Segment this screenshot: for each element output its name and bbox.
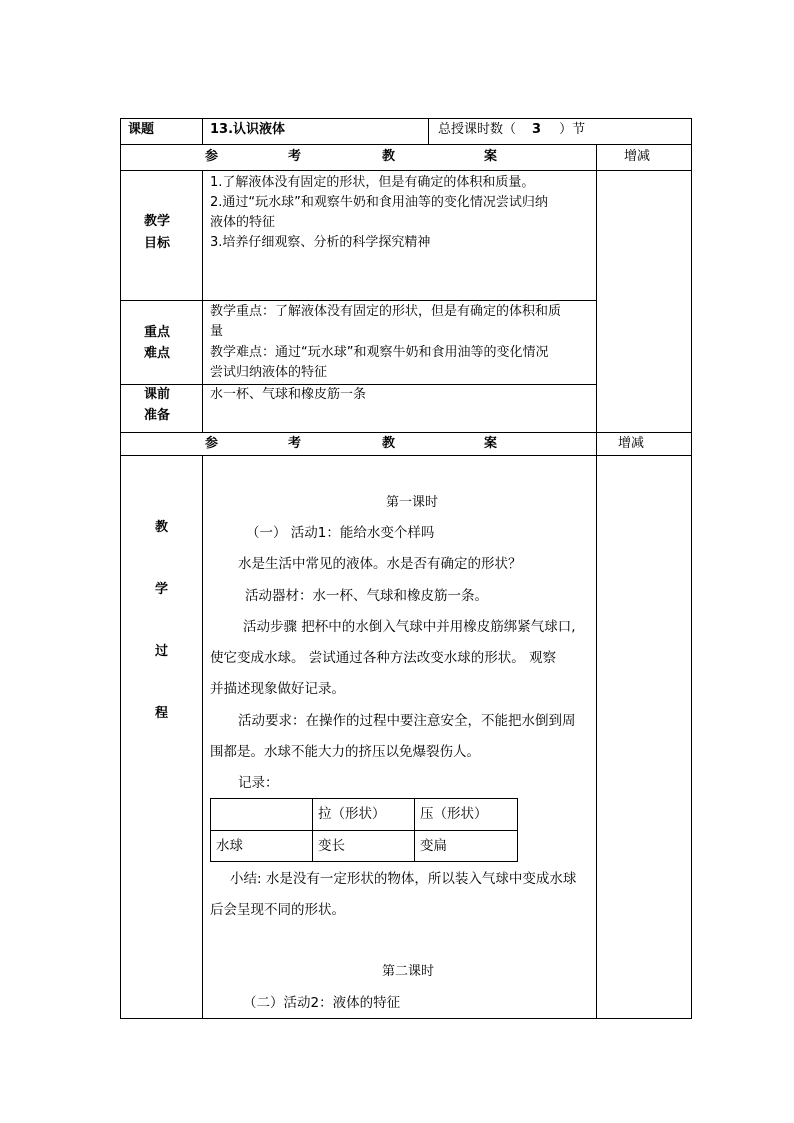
goal-line: 2.通过“玩水球”和观察牛奶和食用油等的变化情况尝试归纳 (210, 195, 548, 210)
record-cell: 变扁 (420, 838, 447, 854)
col-divider (596, 144, 597, 1019)
col-divider (202, 118, 203, 144)
row-divider (120, 432, 692, 433)
ref-header-char: 教 (382, 436, 396, 451)
summary-line: 后会呈现不同的形状。 (210, 902, 345, 918)
steps-line: 使它变成水球。 尝试通过各种方法改变水球的形状。 观察 (210, 650, 557, 666)
process-label-char: 过 (155, 644, 169, 659)
steps-line: 活动步骤 把杯中的水倒入气球中并用橡皮筋绑紧气球口, (243, 619, 576, 635)
record-label: 记录： (238, 775, 279, 791)
period-suffix: ）节 (559, 122, 586, 137)
keypoint-line: 尝试归纳液体的特征 (210, 365, 328, 380)
ref-header-char: 考 (288, 436, 302, 451)
col-divider (202, 455, 203, 1019)
record-table-col-divider (414, 798, 415, 862)
ref-header-char: 参 (205, 436, 219, 451)
requirements-line: 围都是。水球不能大力的挤压以免爆裂伤人。 (210, 744, 480, 760)
goal-line: 液体的特征 (210, 215, 276, 230)
keypoints-label: 难点 (144, 346, 171, 361)
row-divider (120, 170, 692, 171)
question-text: 水是生活中常见的液体。水是否有确定的形状？ (238, 556, 522, 572)
adjust-label: 增减 (618, 436, 645, 451)
preparation-label: 课前 (144, 387, 171, 402)
activity1-heading: （一） 活动1：能给水变个样吗 (246, 525, 435, 541)
record-header-cell: 压（形状） (420, 806, 488, 822)
keypoint-line: 教学难点：通过“玩水球”和观察牛奶和食用油等的变化情况 (210, 345, 549, 360)
row-divider (120, 455, 692, 456)
record-table-row-divider (210, 830, 518, 831)
process-label-char: 教 (155, 520, 169, 535)
materials-text: 活动器材：水一杯、气球和橡皮筋一条。 (245, 588, 488, 604)
period-count: 3 (532, 122, 542, 137)
keypoints-label: 重点 (144, 325, 171, 340)
row-divider (120, 144, 692, 145)
ref-header-char: 参 (205, 149, 219, 164)
summary-line: 小结: 水是没有一定形状的物体，所以装入气球中变成水球 (230, 871, 577, 887)
lesson1-title: 第一课时 (386, 495, 439, 510)
keypoint-line: 教学重点：了解液体没有固定的形状，但是有确定的体积和质 (210, 304, 562, 319)
goals-label: 教学 (144, 214, 171, 229)
ref-header-char: 教 (382, 149, 396, 164)
goal-line: 1.了解液体没有固定的形状，但是有确定的体积和质量。 (210, 175, 535, 190)
adjust-label: 增减 (624, 149, 651, 164)
process-label-char: 学 (155, 582, 169, 597)
row-divider (120, 300, 596, 301)
process-label-char: 程 (155, 706, 169, 721)
col-divider (202, 170, 203, 432)
goals-label: 目标 (144, 236, 171, 251)
ref-header-char: 案 (484, 436, 498, 451)
ref-header-char: 案 (484, 149, 498, 164)
record-header-cell: 拉（形状） (318, 806, 386, 822)
total-periods (438, 120, 585, 140)
record-cell: 变长 (318, 838, 345, 854)
col-divider (428, 118, 429, 144)
activity2-heading: （二）活动2：液体的特征 (243, 995, 401, 1011)
subject-label: 课题 (128, 122, 155, 137)
requirements-line: 活动要求：在操作的过程中要注意安全，不能把水倒到周 (238, 713, 576, 729)
steps-line: 并描述现象做好记录。 (210, 681, 345, 697)
lesson-title: 13.认识液体 (210, 122, 286, 137)
preparation-text: 水一杯、气球和橡皮筋一条 (210, 387, 367, 402)
record-cell: 水球 (216, 838, 243, 854)
lesson2-title: 第二课时 (382, 964, 435, 979)
goal-line: 3.培养仔细观察、分析的科学探究精神 (210, 235, 431, 250)
record-table-col-divider (312, 798, 313, 862)
preparation-label: 准备 (144, 408, 171, 423)
ref-header-char: 考 (288, 149, 302, 164)
keypoint-line: 量 (210, 324, 224, 339)
period-prefix: 总授课时数（ (438, 122, 517, 137)
